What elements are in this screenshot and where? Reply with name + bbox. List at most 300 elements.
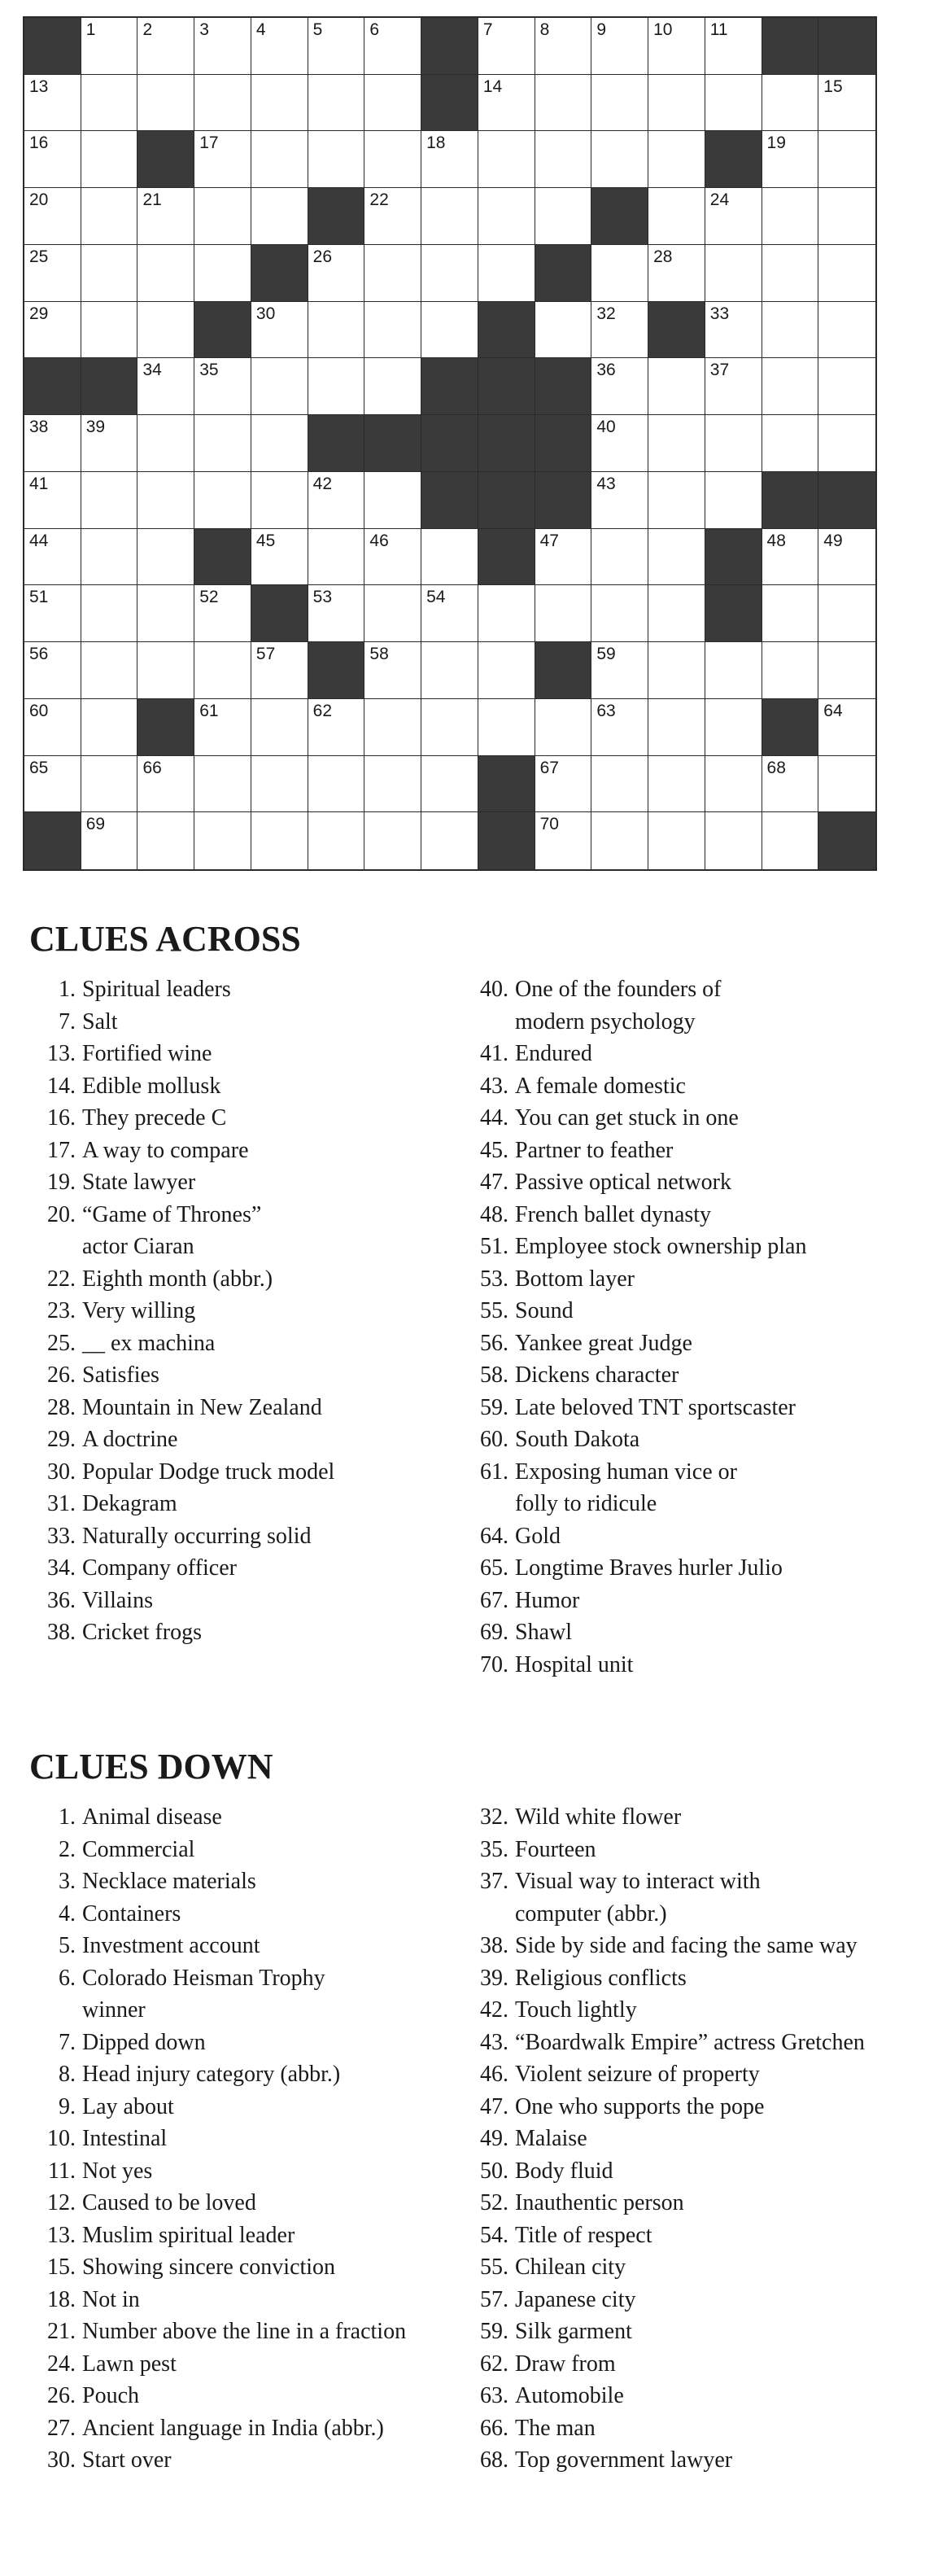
grid-square[interactable] [364,812,421,869]
grid-square[interactable] [308,358,365,415]
clue-number: 45 [255,531,276,550]
grid-black-square [478,302,535,359]
grid-square[interactable] [705,18,762,75]
grid-square[interactable] [421,529,478,586]
grid-square[interactable] [364,699,421,756]
grid-square[interactable] [535,75,592,132]
clue-text: State lawyer [82,1170,196,1195]
grid-square[interactable] [421,699,478,756]
clue-item [37,1424,334,1456]
clue-number-label: 3. [59,1869,76,1894]
grid-square[interactable] [762,245,819,302]
grid-square[interactable] [137,472,194,529]
clue-number-label: 23. [47,1298,76,1323]
clue-number-label: 22. [47,1266,76,1292]
grid-black-square [194,529,251,586]
clue-number: 25 [29,247,49,266]
grid-square[interactable] [478,245,535,302]
clue-number-label: 47. [480,2093,508,2119]
grid-square[interactable] [648,529,705,586]
grid-square[interactable] [308,75,365,132]
clue-number-label: 25. [47,1330,76,1356]
grid-square[interactable] [535,812,592,869]
grid-square[interactable] [251,415,308,472]
grid-square[interactable] [308,18,365,75]
clue-item [37,1199,334,1263]
clue-number: 65 [29,758,49,777]
across-clues-left-column [37,973,334,1649]
grid-square[interactable] [251,699,308,756]
clue-number-label: 38. [47,1620,76,1645]
grid-black-square [535,472,592,529]
grid-square[interactable] [648,699,705,756]
grid-square[interactable] [194,585,251,642]
grid-square[interactable] [194,415,251,472]
clue-text: Muslim spiritual leader [82,2222,295,2248]
grid-square[interactable] [648,642,705,699]
grid-square[interactable] [818,245,875,302]
grid-square[interactable] [81,131,138,188]
grid-square[interactable] [591,529,648,586]
grid-square[interactable] [81,699,138,756]
clue-text: Commercial [82,1836,195,1862]
grid-square[interactable] [251,756,308,813]
grid-black-square [308,415,365,472]
grid-square[interactable] [591,415,648,472]
grid-square[interactable] [137,75,194,132]
grid-square[interactable] [705,756,762,813]
grid-square[interactable] [364,585,421,642]
clue-item [470,2155,865,2188]
grid-square[interactable] [818,358,875,415]
grid-square[interactable] [308,245,365,302]
clue-number: 32 [596,304,616,323]
grid-square[interactable] [137,302,194,359]
grid-square[interactable] [818,585,875,642]
grid-square[interactable] [364,529,421,586]
clue-number-label: 2. [59,1836,76,1862]
grid-square[interactable] [818,642,875,699]
grid-square[interactable] [364,188,421,245]
grid-square[interactable] [308,585,365,642]
grid-square[interactable] [137,415,194,472]
grid-square[interactable] [762,75,819,132]
grid-square[interactable] [251,472,308,529]
grid-square[interactable] [535,131,592,188]
grid-square[interactable] [81,188,138,245]
grid-square[interactable] [762,642,819,699]
clue-text: Malaise [515,2126,587,2151]
grid-square[interactable] [762,756,819,813]
grid-square[interactable] [308,812,365,869]
grid-black-square [762,18,819,75]
grid-square[interactable] [478,75,535,132]
clue-number-label: 26. [47,2383,76,2408]
clue-number: 59 [596,645,616,664]
clue-item [470,973,806,1038]
grid-square[interactable] [364,756,421,813]
grid-square[interactable] [251,302,308,359]
grid-square[interactable] [251,358,308,415]
grid-square[interactable] [591,642,648,699]
clue-number-label: 66. [480,2415,508,2441]
clue-number-label: 24. [47,2351,76,2377]
grid-square[interactable] [251,812,308,869]
grid-square[interactable] [705,472,762,529]
grid-square[interactable] [251,529,308,586]
clue-text: Side by side and facing the same way [515,1933,858,1958]
grid-black-square [478,529,535,586]
grid-square[interactable] [24,756,81,813]
grid-square[interactable] [24,472,81,529]
grid-square[interactable] [24,131,81,188]
grid-square[interactable] [762,415,819,472]
grid-square[interactable] [535,302,592,359]
grid-square[interactable] [137,188,194,245]
grid-square[interactable] [478,131,535,188]
clue-number: 70 [539,815,559,834]
grid-square[interactable] [591,699,648,756]
clue-number: 54 [426,588,446,607]
clue-number: 64 [823,701,843,720]
grid-square[interactable] [535,585,592,642]
clue-item [470,2412,865,2445]
clue-text: Colorado Heisman Trophy [82,1965,325,1991]
grid-square[interactable] [81,529,138,586]
grid-black-square [535,642,592,699]
grid-square[interactable] [137,529,194,586]
clue-number: 33 [709,304,730,323]
grid-square[interactable] [648,415,705,472]
clue-item [470,1359,806,1392]
clue-number-label: 26. [47,1362,76,1388]
grid-square[interactable] [591,358,648,415]
grid-black-square [648,302,705,359]
grid-square[interactable] [762,529,819,586]
grid-square[interactable] [364,358,421,415]
grid-square[interactable] [137,642,194,699]
grid-black-square [705,131,762,188]
grid-square[interactable] [591,302,648,359]
grid-square[interactable] [478,18,535,75]
grid-square[interactable] [81,642,138,699]
grid-square[interactable] [364,131,421,188]
grid-square[interactable] [137,756,194,813]
grid-square[interactable] [818,188,875,245]
grid-square[interactable] [194,812,251,869]
grid-square[interactable] [364,302,421,359]
grid-black-square [137,699,194,756]
grid-square[interactable] [535,756,592,813]
clue-item [37,1865,406,1898]
clue-number-label: 30. [47,1459,76,1485]
grid-black-square [478,415,535,472]
clue-item [37,2380,406,2412]
clue-number-label: 41. [480,1041,508,1066]
grid-square[interactable] [591,812,648,869]
clue-number-label: 45. [480,1137,508,1163]
grid-square[interactable] [535,18,592,75]
grid-square[interactable] [81,585,138,642]
grid-square[interactable] [364,245,421,302]
clue-text-continued: folly to ridicule [515,1491,657,1516]
grid-square[interactable] [308,529,365,586]
clue-number-label: 44. [480,1105,508,1131]
clue-number: 69 [85,815,106,834]
grid-square[interactable] [648,585,705,642]
grid-black-square [421,472,478,529]
grid-square[interactable] [421,756,478,813]
clue-text: “Game of Thrones” [82,1201,262,1227]
grid-square[interactable] [24,415,81,472]
grid-square[interactable] [364,472,421,529]
clue-item [470,1102,806,1135]
grid-square[interactable] [251,642,308,699]
grid-square[interactable] [194,699,251,756]
clue-text: Top government lawyer [515,2447,733,2473]
clue-number-label: 8. [59,2062,76,2087]
grid-square[interactable] [478,699,535,756]
grid-square[interactable] [308,131,365,188]
grid-square[interactable] [194,131,251,188]
grid-square[interactable] [364,642,421,699]
clue-text: Religious conflicts [515,1965,687,1991]
clue-number: 61 [199,701,219,720]
grid-square[interactable] [24,302,81,359]
clue-text: Endured [515,1041,592,1066]
grid-square[interactable] [591,18,648,75]
clue-number-label: 28. [47,1394,76,1420]
grid-square[interactable] [194,756,251,813]
clue-number-label: 46. [480,2062,508,2087]
clue-number-label: 58. [480,1362,508,1388]
grid-square[interactable] [478,642,535,699]
grid-square[interactable] [308,699,365,756]
grid-square[interactable] [421,188,478,245]
clue-number-label: 67. [480,1587,508,1613]
clue-number-label: 62. [480,2351,508,2377]
grid-square[interactable] [818,75,875,132]
clue-item [470,1424,806,1456]
clue-text: Lawn pest [82,2351,177,2377]
clue-number-label: 4. [59,1900,76,1927]
clue-text-continued: computer (abbr.) [515,1900,667,1927]
clue-item [37,1392,334,1424]
grid-square[interactable] [818,131,875,188]
grid-square[interactable] [535,188,592,245]
grid-square[interactable] [705,358,762,415]
grid-square[interactable] [705,188,762,245]
grid-square[interactable] [591,245,648,302]
grid-square[interactable] [535,699,592,756]
clue-number: 28 [653,247,673,266]
grid-square[interactable] [421,245,478,302]
grid-square[interactable] [762,812,819,869]
clue-item [37,2155,406,2188]
grid-square[interactable] [251,75,308,132]
grid-square[interactable] [81,812,138,869]
clue-number: 6 [369,20,380,39]
grid-square[interactable] [421,131,478,188]
clue-text: “Boardwalk Empire” actress Gretchen [515,2029,865,2055]
clue-number: 7 [482,20,493,39]
grid-square[interactable] [137,18,194,75]
grid-square[interactable] [705,699,762,756]
grid-square[interactable] [591,472,648,529]
grid-black-square [535,415,592,472]
grid-square[interactable] [705,642,762,699]
clue-number-label: 51. [480,1234,508,1259]
grid-square[interactable] [24,75,81,132]
grid-square[interactable] [762,302,819,359]
grid-square[interactable] [818,415,875,472]
grid-square[interactable] [762,188,819,245]
grid-square[interactable] [478,585,535,642]
clue-item [470,2316,865,2348]
clue-number: 46 [369,531,389,550]
grid-square[interactable] [705,415,762,472]
grid-square[interactable] [364,75,421,132]
grid-square[interactable] [81,472,138,529]
clue-item [37,1070,334,1103]
clue-item [470,1552,806,1585]
grid-square[interactable] [194,472,251,529]
clue-number: 43 [596,474,616,493]
clue-number: 35 [199,361,219,380]
clue-number-label: 34. [47,1555,76,1581]
grid-square[interactable] [818,756,875,813]
grid-square[interactable] [591,75,648,132]
clue-text: They precede C [82,1105,227,1131]
grid-square[interactable] [81,302,138,359]
clue-text: Mountain in New Zealand [82,1394,322,1420]
grid-square[interactable] [705,245,762,302]
grid-square[interactable] [308,756,365,813]
grid-square[interactable] [251,18,308,75]
clue-number: 17 [199,133,219,153]
grid-square[interactable] [137,245,194,302]
grid-square[interactable] [81,756,138,813]
grid-square[interactable] [194,358,251,415]
clue-number-label: 60. [480,1427,508,1452]
grid-square[interactable] [648,756,705,813]
grid-square[interactable] [24,245,81,302]
grid-square[interactable] [648,131,705,188]
grid-square[interactable] [24,699,81,756]
clue-item [470,1231,806,1263]
grid-square[interactable] [762,358,819,415]
grid-square[interactable] [705,75,762,132]
clue-number: 48 [766,531,786,550]
grid-square[interactable] [194,18,251,75]
grid-square[interactable] [591,585,648,642]
grid-square[interactable] [648,358,705,415]
grid-square[interactable] [535,529,592,586]
grid-square[interactable] [421,642,478,699]
clue-text: A female domestic [515,1073,686,1099]
grid-square[interactable] [591,131,648,188]
grid-square[interactable] [24,642,81,699]
grid-square[interactable] [478,188,535,245]
clue-text: Title of respect [515,2222,652,2248]
clue-number-label: 16. [47,1105,76,1131]
grid-square[interactable] [705,302,762,359]
clue-item [37,2220,406,2252]
grid-square[interactable] [421,812,478,869]
clue-number-label: 19. [47,1170,76,1195]
grid-square[interactable] [81,75,138,132]
clue-number-label: 50. [480,2158,508,2184]
grid-square[interactable] [421,585,478,642]
grid-square[interactable] [591,756,648,813]
clue-item [37,1962,406,2027]
clue-number: 24 [709,190,730,210]
grid-square[interactable] [194,245,251,302]
clue-text: Satisfies [82,1362,159,1388]
clue-text: Lay about [82,2093,174,2119]
grid-square[interactable] [137,585,194,642]
grid-square[interactable] [251,131,308,188]
grid-square[interactable] [308,472,365,529]
grid-square[interactable] [194,75,251,132]
grid-square[interactable] [194,188,251,245]
grid-square[interactable] [81,245,138,302]
grid-square[interactable] [81,415,138,472]
grid-square[interactable] [648,812,705,869]
grid-square[interactable] [24,529,81,586]
grid-square[interactable] [137,812,194,869]
grid-square[interactable] [818,302,875,359]
grid-square[interactable] [364,18,421,75]
grid-square[interactable] [818,699,875,756]
grid-square[interactable] [137,358,194,415]
clue-text: Ancient language in India (abbr.) [82,2415,384,2441]
clue-item [470,2027,865,2059]
clues-down-heading: CLUES DOWN [29,1747,273,1787]
grid-black-square [478,756,535,813]
grid-square[interactable] [762,131,819,188]
clue-number: 29 [29,304,49,323]
clue-number-label: 61. [480,1459,508,1485]
grid-square[interactable] [648,188,705,245]
grid-square[interactable] [648,75,705,132]
crossword-grid [23,16,877,871]
grid-square[interactable] [251,188,308,245]
grid-black-square [251,585,308,642]
grid-square[interactable] [81,18,138,75]
clue-number: 1 [85,20,96,39]
clue-text: Fourteen [515,1836,596,1862]
clue-number: 63 [596,701,616,720]
clue-number-label: 15. [47,2255,76,2280]
grid-square[interactable] [421,302,478,359]
grid-square[interactable] [648,245,705,302]
grid-black-square [24,18,81,75]
grid-square[interactable] [308,302,365,359]
clue-item [37,1801,406,1834]
grid-square[interactable] [762,585,819,642]
clue-number-label: 11. [48,2158,76,2184]
grid-square[interactable] [818,529,875,586]
grid-square[interactable] [24,585,81,642]
grid-square[interactable] [648,18,705,75]
grid-square[interactable] [705,812,762,869]
clue-number-label: 14. [47,1073,76,1099]
grid-square[interactable] [194,642,251,699]
clue-item [470,1865,865,1930]
grid-square[interactable] [648,472,705,529]
grid-square[interactable] [24,188,81,245]
